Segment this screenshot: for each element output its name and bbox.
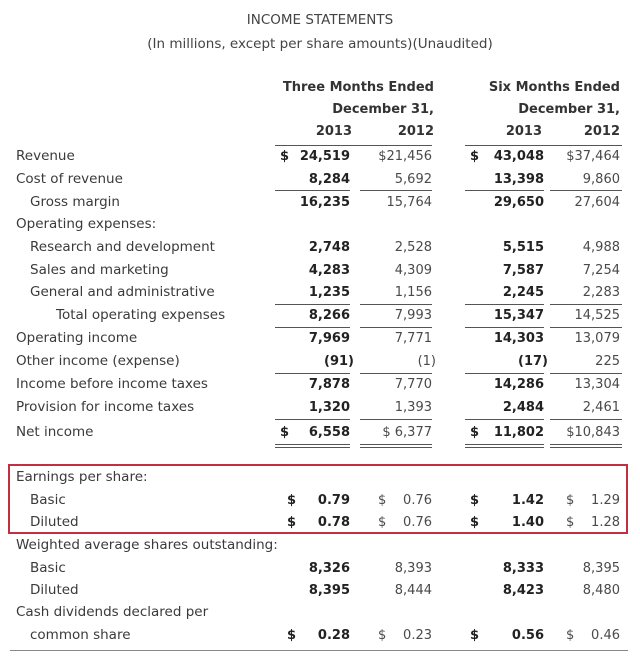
value-cell: 8,444 bbox=[394, 583, 432, 598]
bottom-rule bbox=[10, 650, 628, 651]
value-cell: 11,802 bbox=[493, 425, 544, 440]
value-cell: 0.79 bbox=[317, 493, 350, 508]
value-cell: 7,770 bbox=[394, 377, 432, 392]
value-cell: 1.42 bbox=[511, 493, 544, 508]
value-cell: 14,303 bbox=[493, 331, 544, 346]
value-cell: 8,480 bbox=[582, 583, 620, 598]
value-cell: 15,764 bbox=[386, 195, 432, 210]
row-label-research-development: Research and development bbox=[30, 239, 215, 255]
value-cell: 7,969 bbox=[308, 331, 350, 346]
subtotal-rule bbox=[275, 190, 350, 191]
value-cell: 8,395 bbox=[582, 561, 620, 576]
value-cell: (17) bbox=[518, 354, 548, 369]
subtotal-rule bbox=[550, 373, 622, 374]
row-label-eps-diluted: Diluted bbox=[30, 514, 79, 530]
double-rule bbox=[465, 447, 544, 448]
currency-symbol: $ bbox=[378, 493, 387, 508]
value-cell: 0.78 bbox=[317, 515, 350, 530]
value-cell: 1,393 bbox=[394, 400, 432, 415]
value-cell: (1) bbox=[417, 354, 436, 369]
subtotal-rule bbox=[465, 327, 544, 328]
year-header-6m-2012: 2012 bbox=[583, 124, 620, 139]
value-cell: 8,326 bbox=[308, 561, 350, 576]
year-header-6m-2013: 2013 bbox=[505, 124, 542, 139]
value-cell: 9,860 bbox=[582, 172, 620, 187]
currency-symbol: $ bbox=[287, 628, 297, 643]
value-cell: 0.23 bbox=[403, 628, 432, 643]
value-cell: 0.28 bbox=[317, 628, 350, 643]
currency-symbol: $ bbox=[378, 628, 387, 643]
subtotal-rule bbox=[465, 419, 544, 420]
value-cell: 4,309 bbox=[394, 263, 432, 278]
subtotal-rule bbox=[360, 304, 432, 305]
row-label-sales-marketing: Sales and marketing bbox=[30, 262, 169, 278]
value-cell: 1.40 bbox=[511, 515, 544, 530]
currency-symbol: $ bbox=[378, 515, 387, 530]
subtotal-rule bbox=[550, 419, 622, 420]
value-cell: 7,771 bbox=[394, 331, 432, 346]
subtotal-rule bbox=[550, 190, 622, 191]
double-rule bbox=[275, 444, 350, 445]
value-cell: 8,423 bbox=[502, 583, 544, 598]
row-label-other-income: Other income (expense) bbox=[16, 353, 180, 369]
value-cell: 4,283 bbox=[308, 263, 350, 278]
row-label-shares-diluted: Diluted bbox=[30, 582, 79, 598]
value-cell: 13,304 bbox=[574, 377, 620, 392]
currency-symbol: $ bbox=[470, 149, 480, 164]
value-cell: 1.28 bbox=[591, 515, 620, 530]
currency-symbol: $ bbox=[566, 515, 575, 530]
subtotal-rule bbox=[275, 304, 350, 305]
row-label-operating-income: Operating income bbox=[16, 330, 138, 346]
value-cell: 8,395 bbox=[308, 583, 350, 598]
double-rule bbox=[465, 444, 544, 445]
value-cell: 2,283 bbox=[582, 285, 620, 300]
value-cell: 0.56 bbox=[511, 628, 544, 643]
value-cell: 1,320 bbox=[308, 400, 350, 415]
value-cell: 8,266 bbox=[308, 308, 350, 323]
three-months-subheader: December 31, bbox=[332, 102, 434, 117]
row-label-net-income: Net income bbox=[16, 424, 94, 440]
row-label-revenue: Revenue bbox=[16, 148, 75, 164]
currency-symbol: $ bbox=[470, 628, 480, 643]
value-cell: 8,284 bbox=[308, 172, 350, 187]
currency-symbol: $ bbox=[287, 515, 297, 530]
row-label-cash-dividends: Cash dividends declared per bbox=[16, 604, 209, 620]
value-cell: 13,079 bbox=[574, 331, 620, 346]
value-cell: 2,245 bbox=[502, 285, 544, 300]
value-cell: 2,528 bbox=[394, 240, 432, 255]
row-label-common-share: common share bbox=[30, 627, 131, 643]
value-cell: 27,604 bbox=[574, 195, 620, 210]
statement-title: INCOME STATEMENTS bbox=[246, 12, 394, 28]
row-label-weighted-avg: Weighted average shares outstanding: bbox=[16, 537, 278, 553]
value-cell: 15,347 bbox=[493, 308, 544, 323]
row-label-gross-margin: Gross margin bbox=[30, 194, 120, 210]
double-rule bbox=[550, 444, 622, 445]
value-cell: 24,519 bbox=[299, 149, 350, 164]
row-label-general-admin: General and administrative bbox=[30, 284, 215, 300]
value-cell: 225 bbox=[595, 354, 620, 369]
currency-symbol: $ bbox=[280, 149, 290, 164]
subtotal-rule bbox=[465, 190, 544, 191]
three-months-header: Three Months Ended bbox=[282, 80, 434, 95]
subtotal-rule bbox=[465, 304, 544, 305]
value-cell: 7,878 bbox=[308, 377, 350, 392]
currency-symbol: $ bbox=[470, 425, 480, 440]
row-label-eps: Earnings per share: bbox=[16, 469, 148, 485]
value-cell: 4,988 bbox=[582, 240, 620, 255]
row-label-provision-taxes: Provision for income taxes bbox=[16, 399, 195, 415]
value-cell: 7,993 bbox=[394, 308, 432, 323]
currency-symbol: $ bbox=[566, 628, 575, 643]
value-cell: $10,843 bbox=[566, 425, 620, 440]
value-cell: 7,254 bbox=[582, 263, 620, 278]
currency-symbol: $ bbox=[287, 493, 297, 508]
value-cell: 0.76 bbox=[403, 493, 432, 508]
row-label-shares-basic: Basic bbox=[30, 560, 66, 576]
value-cell: 13,398 bbox=[493, 172, 544, 187]
row-label-eps-basic: Basic bbox=[30, 492, 66, 508]
currency-symbol: $ bbox=[470, 515, 480, 530]
value-cell: 8,333 bbox=[502, 561, 544, 576]
subtotal-rule bbox=[275, 327, 350, 328]
six-months-header: Six Months Ended bbox=[488, 80, 620, 95]
value-cell: 14,286 bbox=[493, 377, 544, 392]
year-header-3m-2012: 2012 bbox=[397, 124, 434, 139]
value-cell: 0.46 bbox=[591, 628, 620, 643]
subtotal-rule bbox=[550, 327, 622, 328]
value-cell: 29,650 bbox=[493, 195, 544, 210]
value-cell: $21,456 bbox=[378, 149, 432, 164]
currency-symbol: $ bbox=[470, 493, 480, 508]
value-cell: 6,558 bbox=[308, 425, 350, 440]
value-cell: 43,048 bbox=[493, 149, 544, 164]
value-cell: 2,484 bbox=[502, 400, 544, 415]
subtotal-rule bbox=[360, 419, 432, 420]
value-cell: (91) bbox=[324, 354, 354, 369]
six-months-subheader: December 31, bbox=[518, 102, 620, 117]
value-cell: 16,235 bbox=[299, 195, 350, 210]
value-cell: 5,692 bbox=[394, 172, 432, 187]
double-rule bbox=[275, 447, 350, 448]
double-rule bbox=[360, 447, 432, 448]
currency-symbol: $ bbox=[280, 425, 290, 440]
value-cell: 5,515 bbox=[502, 240, 544, 255]
row-label-income-before-taxes: Income before income taxes bbox=[16, 376, 208, 392]
subtotal-rule bbox=[360, 373, 432, 374]
value-cell: 8,393 bbox=[394, 561, 432, 576]
value-cell: 0.76 bbox=[403, 515, 432, 530]
double-rule bbox=[360, 444, 432, 445]
value-cell: 14,525 bbox=[574, 308, 620, 323]
value-cell: 1,156 bbox=[394, 285, 432, 300]
value-cell: 2,748 bbox=[308, 240, 350, 255]
year-header-3m-2013: 2013 bbox=[315, 124, 352, 139]
currency-symbol: $ bbox=[566, 493, 575, 508]
subtotal-rule bbox=[275, 419, 350, 420]
statement-subtitle: (In millions, except per share amounts)(Unaudited) bbox=[147, 36, 493, 52]
row-label-cost-of-revenue: Cost of revenue bbox=[16, 171, 123, 187]
subtotal-rule bbox=[465, 373, 544, 374]
value-cell: 2,461 bbox=[582, 400, 620, 415]
value-cell: $37,464 bbox=[566, 149, 620, 164]
value-cell: $ 6,377 bbox=[382, 425, 432, 440]
value-cell: 7,587 bbox=[502, 263, 544, 278]
subtotal-rule bbox=[360, 190, 432, 191]
double-rule bbox=[550, 447, 622, 448]
value-cell: 1,235 bbox=[308, 285, 350, 300]
header-rule bbox=[275, 145, 432, 146]
value-cell: 1.29 bbox=[591, 493, 620, 508]
subtotal-rule bbox=[275, 373, 350, 374]
header-rule bbox=[465, 145, 622, 146]
subtotal-rule bbox=[550, 304, 622, 305]
subtotal-rule bbox=[360, 327, 432, 328]
row-label-total-opex: Total operating expenses bbox=[56, 307, 226, 323]
row-label-operating-expenses: Operating expenses: bbox=[16, 216, 157, 232]
